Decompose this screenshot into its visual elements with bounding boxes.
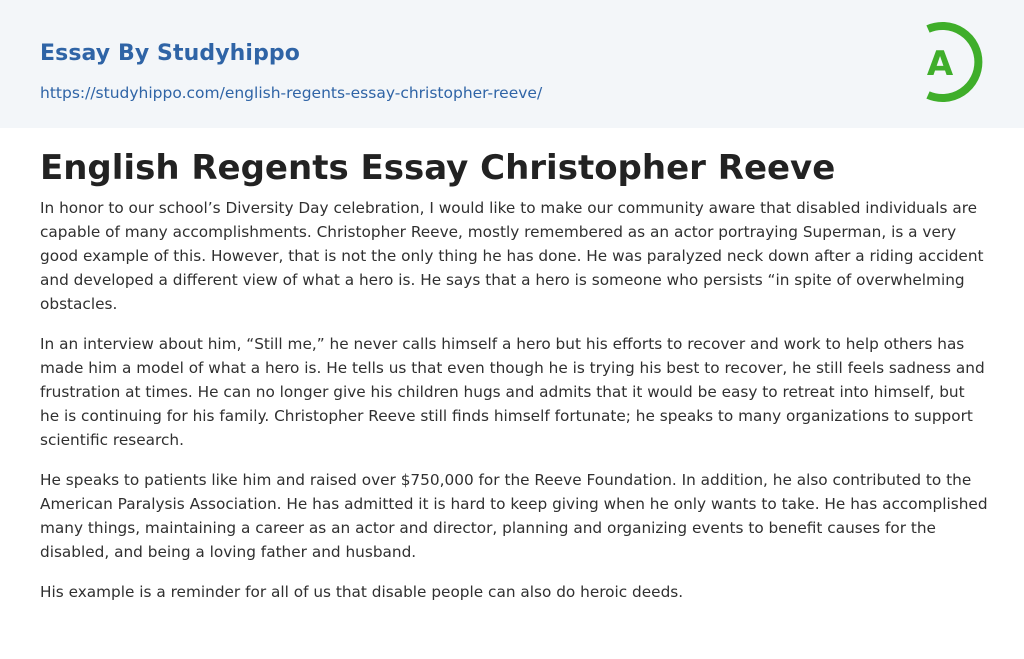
essay-title: English Regents Essay Christopher Reeve xyxy=(40,148,836,188)
essay-paragraph: He speaks to patients like him and raised over $750,000 for the Reeve Foundation. In addition, he also contributed to the American Paralysis Association. He has admitted it is hard to keep giving when he only wants to take. He has accomplished many things, maintaining a career as an actor and director, planning and organizing events to benefit causes for the disabled, and being a loving father and husband. xyxy=(40,471,988,561)
essay-paragraph: In honor to our school’s Diversity Day celebration, I would like to make our community aware that disabled individuals are capable of many accomplishments. Christopher Reeve, mostly remembered as an actor portraying Superman, is a very good example of this. However, that is not the only thing he has done. He was paralyzed neck down after a riding accident and developed a different view of what a hero is. He says that a hero is someone who persists “in spite of overwhelming obstacles. xyxy=(40,199,984,313)
logo-letter: A xyxy=(926,44,954,84)
essay-body xyxy=(40,146,988,620)
essay-paragraph: His example is a reminder for all of us that disable people can also do heroic deeds. xyxy=(40,583,684,601)
studyhippo-logo-icon[interactable] xyxy=(912,19,986,105)
essay-paragraph: In an interview about him, “Still me,” he never calls himself a hero but his efforts to recover and work to help others has made him a model of what a hero is. He tells us that even though he is trying his best to recover, he still feels sadness and frustration at times. He can no longer give his children hugs and admits that it would be easy to retreat into himself, but he is continuing for his family. Christopher Reeve still finds himself fortunate; he speaks to many organizations to support scientific research. xyxy=(40,335,985,449)
site-title[interactable]: Essay By Studyhippo xyxy=(40,41,300,66)
source-url-link[interactable]: https://studyhippo.com/english-regents-essay-christopher-reeve/ xyxy=(40,84,543,102)
page-header xyxy=(0,0,1024,128)
